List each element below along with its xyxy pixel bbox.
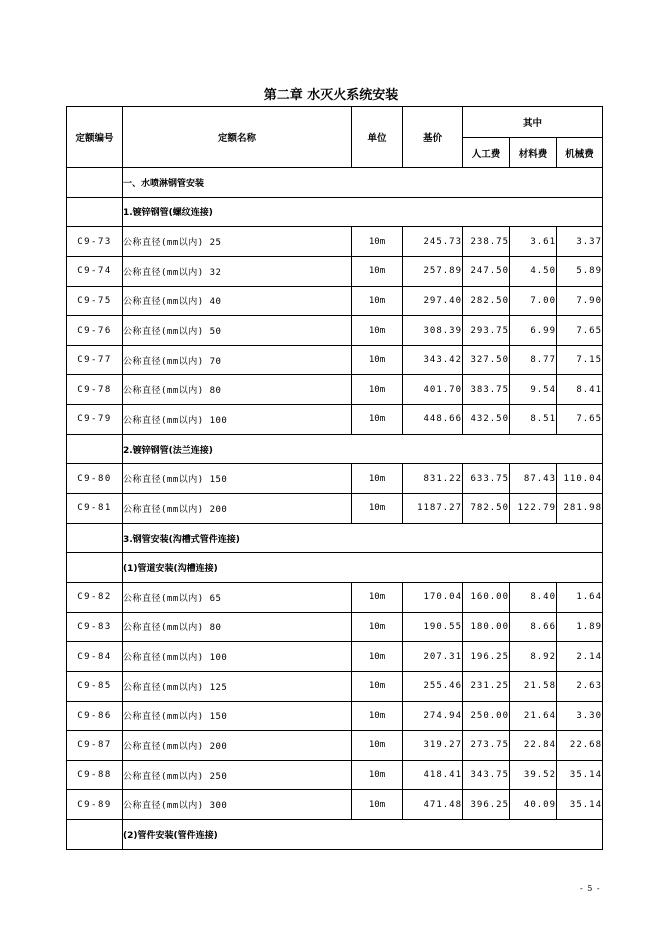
machine-cost-cell: 7.15 [557, 345, 603, 375]
unit-cell: 10m [352, 256, 403, 286]
table-body [67, 168, 603, 850]
unit-cell: 10m [352, 405, 403, 435]
header-machine-cost: 机械费 [557, 138, 603, 168]
machine-cost-cell: 7.65 [557, 405, 603, 435]
labor-cost-cell: 343.75 [463, 760, 510, 790]
section-row [67, 523, 603, 553]
material-cost-cell: 8.51 [510, 405, 557, 435]
unit-cell: 10m [352, 227, 403, 257]
unit-cell: 10m [352, 612, 403, 642]
labor-cost-cell: 160.00 [463, 582, 510, 612]
table-row [67, 494, 603, 524]
quota-name: 公称直径(mm以内) 100 [123, 405, 352, 435]
material-cost-cell: 39.52 [510, 760, 557, 790]
table-row [67, 731, 603, 761]
table-row [67, 642, 603, 672]
base-price-cell: 190.55 [403, 612, 463, 642]
header-material-cost: 材料费 [510, 138, 557, 168]
unit-cell: 10m [352, 731, 403, 761]
labor-cost-cell: 196.25 [463, 642, 510, 672]
base-price-cell: 255.46 [403, 671, 463, 701]
base-price-cell: 257.89 [403, 256, 463, 286]
material-cost-cell: 21.64 [510, 701, 557, 731]
base-price-cell: 297.40 [403, 286, 463, 316]
machine-cost-cell: 2.63 [557, 671, 603, 701]
quota-name: 公称直径(mm以内) 250 [123, 760, 352, 790]
machine-cost-cell: 2.14 [557, 642, 603, 672]
base-price-cell: 401.70 [403, 375, 463, 405]
unit-cell: 10m [352, 642, 403, 672]
unit-cell: 10m [352, 701, 403, 731]
table-row [67, 345, 603, 375]
table-row [67, 286, 603, 316]
header-unit: 单位 [352, 107, 403, 168]
material-cost-cell: 3.61 [510, 227, 557, 257]
labor-cost-cell: 180.00 [463, 612, 510, 642]
quota-code: C9-73 [67, 227, 123, 257]
machine-cost-cell: 5.89 [557, 256, 603, 286]
quota-name: 公称直径(mm以内) 50 [123, 316, 352, 346]
quota-name: 公称直径(mm以内) 150 [123, 701, 352, 731]
unit-cell: 10m [352, 286, 403, 316]
quota-name: 公称直径(mm以内) 25 [123, 227, 352, 257]
quota-code: C9-83 [67, 612, 123, 642]
section-row [67, 553, 603, 583]
quota-code: C9-76 [67, 316, 123, 346]
material-cost-cell: 8.66 [510, 612, 557, 642]
machine-cost-cell: 110.04 [557, 464, 603, 494]
quota-name: 公称直径(mm以内) 80 [123, 375, 352, 405]
machine-cost-cell: 3.37 [557, 227, 603, 257]
page-title: 第二章 水灭火系统安装 [263, 88, 399, 103]
section-code-cell [67, 434, 123, 464]
machine-cost-cell: 8.41 [557, 375, 603, 405]
unit-cell: 10m [352, 345, 403, 375]
material-cost-cell: 7.00 [510, 286, 557, 316]
labor-cost-cell: 432.50 [463, 405, 510, 435]
header-base-price: 基价 [403, 107, 463, 168]
quota-name: 公称直径(mm以内) 100 [123, 642, 352, 672]
labor-cost-cell: 238.75 [463, 227, 510, 257]
quota-name: 公称直径(mm以内) 40 [123, 286, 352, 316]
base-price-cell: 308.39 [403, 316, 463, 346]
machine-cost-cell: 3.30 [557, 701, 603, 731]
quota-code: C9-88 [67, 760, 123, 790]
material-cost-cell: 4.50 [510, 256, 557, 286]
section-row [67, 168, 603, 198]
table-row [67, 701, 603, 731]
base-price-cell: 1187.27 [403, 494, 463, 524]
header-name: 定额名称 [123, 107, 352, 168]
quota-code: C9-86 [67, 701, 123, 731]
table-row [67, 316, 603, 346]
quota-code: C9-80 [67, 464, 123, 494]
header-code: 定额编号 [67, 107, 123, 168]
material-cost-cell: 6.99 [510, 316, 557, 346]
material-cost-cell: 40.09 [510, 790, 557, 820]
table-row [67, 256, 603, 286]
table-row [67, 671, 603, 701]
quota-name: 公称直径(mm以内) 65 [123, 582, 352, 612]
base-price-cell: 274.94 [403, 701, 463, 731]
section-code-cell [67, 168, 123, 198]
material-cost-cell: 8.77 [510, 345, 557, 375]
machine-cost-cell: 281.98 [557, 494, 603, 524]
unit-cell: 10m [352, 375, 403, 405]
quota-code: C9-89 [67, 790, 123, 820]
base-price-cell: 831.22 [403, 464, 463, 494]
machine-cost-cell: 35.14 [557, 760, 603, 790]
labor-cost-cell: 247.50 [463, 256, 510, 286]
section-code-cell [67, 523, 123, 553]
table-row [67, 582, 603, 612]
quota-name: 公称直径(mm以内) 300 [123, 790, 352, 820]
base-price-cell: 207.31 [403, 642, 463, 672]
labor-cost-cell: 383.75 [463, 375, 510, 405]
material-cost-cell: 87.43 [510, 464, 557, 494]
quota-name: 公称直径(mm以内) 125 [123, 671, 352, 701]
quota-name: 公称直径(mm以内) 200 [123, 494, 352, 524]
base-price-cell: 319.27 [403, 731, 463, 761]
machine-cost-cell: 1.64 [557, 582, 603, 612]
base-price-cell: 471.48 [403, 790, 463, 820]
quota-code: C9-77 [67, 345, 123, 375]
labor-cost-cell: 250.00 [463, 701, 510, 731]
labor-cost-cell: 273.75 [463, 731, 510, 761]
section-title: 2.镀锌钢管(法兰连接) [123, 434, 603, 464]
header-labor-cost: 人工费 [463, 138, 510, 168]
header-among: 其中 [463, 107, 603, 138]
material-cost-cell: 9.54 [510, 375, 557, 405]
section-code-cell [67, 820, 123, 850]
quota-code: C9-78 [67, 375, 123, 405]
section-code-cell [67, 553, 123, 583]
machine-cost-cell: 22.68 [557, 731, 603, 761]
unit-cell: 10m [352, 671, 403, 701]
quota-code: C9-75 [67, 286, 123, 316]
section-title: (1)管道安装(沟槽连接) [123, 553, 603, 583]
quota-name: 公称直径(mm以内) 70 [123, 345, 352, 375]
machine-cost-cell: 7.65 [557, 316, 603, 346]
machine-cost-cell: 1.89 [557, 612, 603, 642]
labor-cost-cell: 293.75 [463, 316, 510, 346]
quota-code: C9-79 [67, 405, 123, 435]
material-cost-cell: 8.40 [510, 582, 557, 612]
quota-table [66, 106, 603, 850]
unit-cell: 10m [352, 790, 403, 820]
base-price-cell: 343.42 [403, 345, 463, 375]
section-title: (2)管件安装(管件连接) [123, 820, 603, 850]
table-row [67, 375, 603, 405]
section-row [67, 434, 603, 464]
quota-name: 公称直径(mm以内) 80 [123, 612, 352, 642]
section-row [67, 820, 603, 850]
base-price-cell: 448.66 [403, 405, 463, 435]
labor-cost-cell: 396.25 [463, 790, 510, 820]
material-cost-cell: 122.79 [510, 494, 557, 524]
table-row [67, 227, 603, 257]
machine-cost-cell: 35.14 [557, 790, 603, 820]
section-title: 一、水喷淋钢管安装 [123, 168, 603, 198]
quota-code: C9-74 [67, 256, 123, 286]
unit-cell: 10m [352, 316, 403, 346]
quota-code: C9-87 [67, 731, 123, 761]
unit-cell: 10m [352, 760, 403, 790]
unit-cell: 10m [352, 582, 403, 612]
quota-name: 公称直径(mm以内) 32 [123, 256, 352, 286]
labor-cost-cell: 633.75 [463, 464, 510, 494]
material-cost-cell: 8.92 [510, 642, 557, 672]
quota-code: C9-85 [67, 671, 123, 701]
unit-cell: 10m [352, 464, 403, 494]
material-cost-cell: 22.84 [510, 731, 557, 761]
material-cost-cell: 21.58 [510, 671, 557, 701]
quota-code: C9-82 [67, 582, 123, 612]
quota-name: 公称直径(mm以内) 200 [123, 731, 352, 761]
base-price-cell: 418.41 [403, 760, 463, 790]
labor-cost-cell: 782.50 [463, 494, 510, 524]
section-code-cell [67, 197, 123, 227]
quota-name: 公称直径(mm以内) 150 [123, 464, 352, 494]
table-row [67, 405, 603, 435]
table-row [67, 790, 603, 820]
labor-cost-cell: 231.25 [463, 671, 510, 701]
quota-code: C9-84 [67, 642, 123, 672]
table-row [67, 464, 603, 494]
page-number: - 5 - [580, 884, 601, 893]
section-row [67, 197, 603, 227]
quota-code: C9-81 [67, 494, 123, 524]
table-row [67, 612, 603, 642]
section-title: 1.镀锌钢管(螺纹连接) [123, 197, 603, 227]
labor-cost-cell: 282.50 [463, 286, 510, 316]
labor-cost-cell: 327.50 [463, 345, 510, 375]
table-row [67, 760, 603, 790]
base-price-cell: 245.73 [403, 227, 463, 257]
machine-cost-cell: 7.90 [557, 286, 603, 316]
unit-cell: 10m [352, 494, 403, 524]
base-price-cell: 170.04 [403, 582, 463, 612]
section-title: 3.钢管安装(沟槽式管件连接) [123, 523, 603, 553]
